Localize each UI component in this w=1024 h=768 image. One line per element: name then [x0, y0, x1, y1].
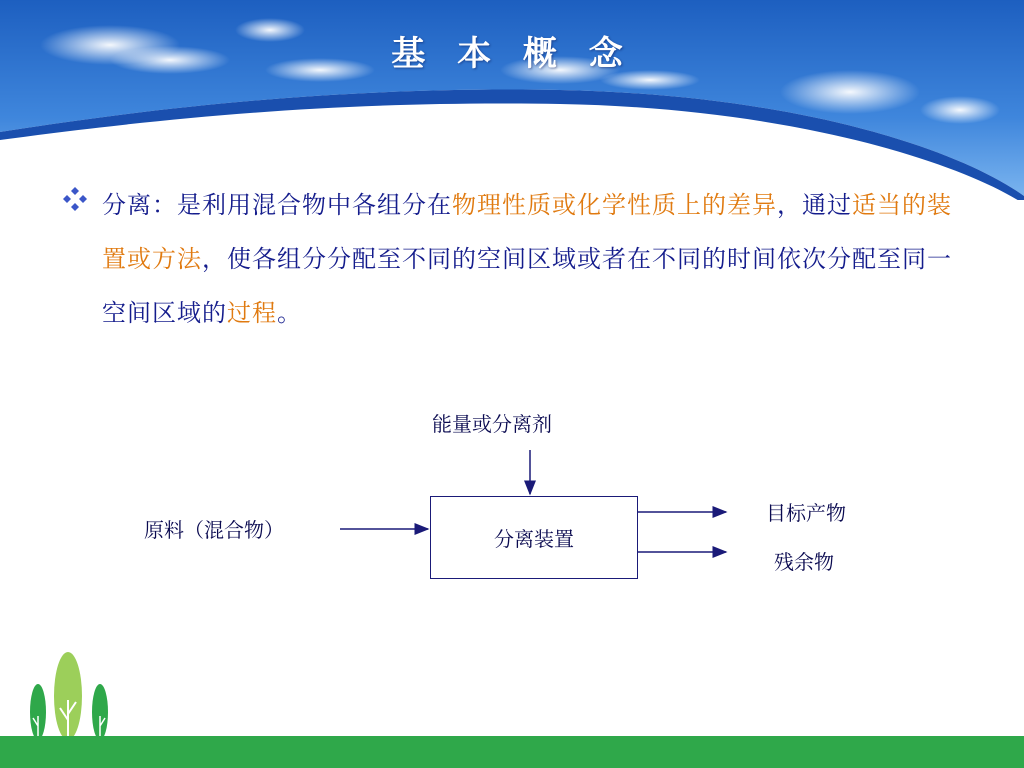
residue-label: 残余物 — [774, 550, 834, 574]
text-segment: ，通过 — [777, 191, 852, 219]
highlight-device-or-method: 适当的装置或方法 — [102, 191, 952, 273]
highlight-physical-chemical-difference: 物理性质或化学性质上的差异 — [452, 191, 777, 219]
footer-bar — [0, 736, 1024, 768]
energy-separant-label: 能量或分离剂 — [432, 412, 552, 436]
separation-device-box — [430, 496, 638, 579]
text-segment: ，使各组分分配至不同的空间区域或者在不同的时间依次分配至同一空间区域的 — [102, 245, 952, 327]
target-product-label: 目标产物 — [766, 501, 846, 525]
separation-device-label: 分离装置 — [494, 527, 574, 551]
feed-mixture-label: 原料（混合物） — [144, 518, 284, 542]
text-segment: 分离：是利用混合物中各组分在 — [102, 191, 452, 219]
text-segment: 。 — [277, 299, 302, 327]
slide-title: 基 本 概 念 — [391, 34, 633, 74]
trees-decoration — [22, 650, 122, 742]
highlight-process: 过程 — [227, 299, 277, 327]
